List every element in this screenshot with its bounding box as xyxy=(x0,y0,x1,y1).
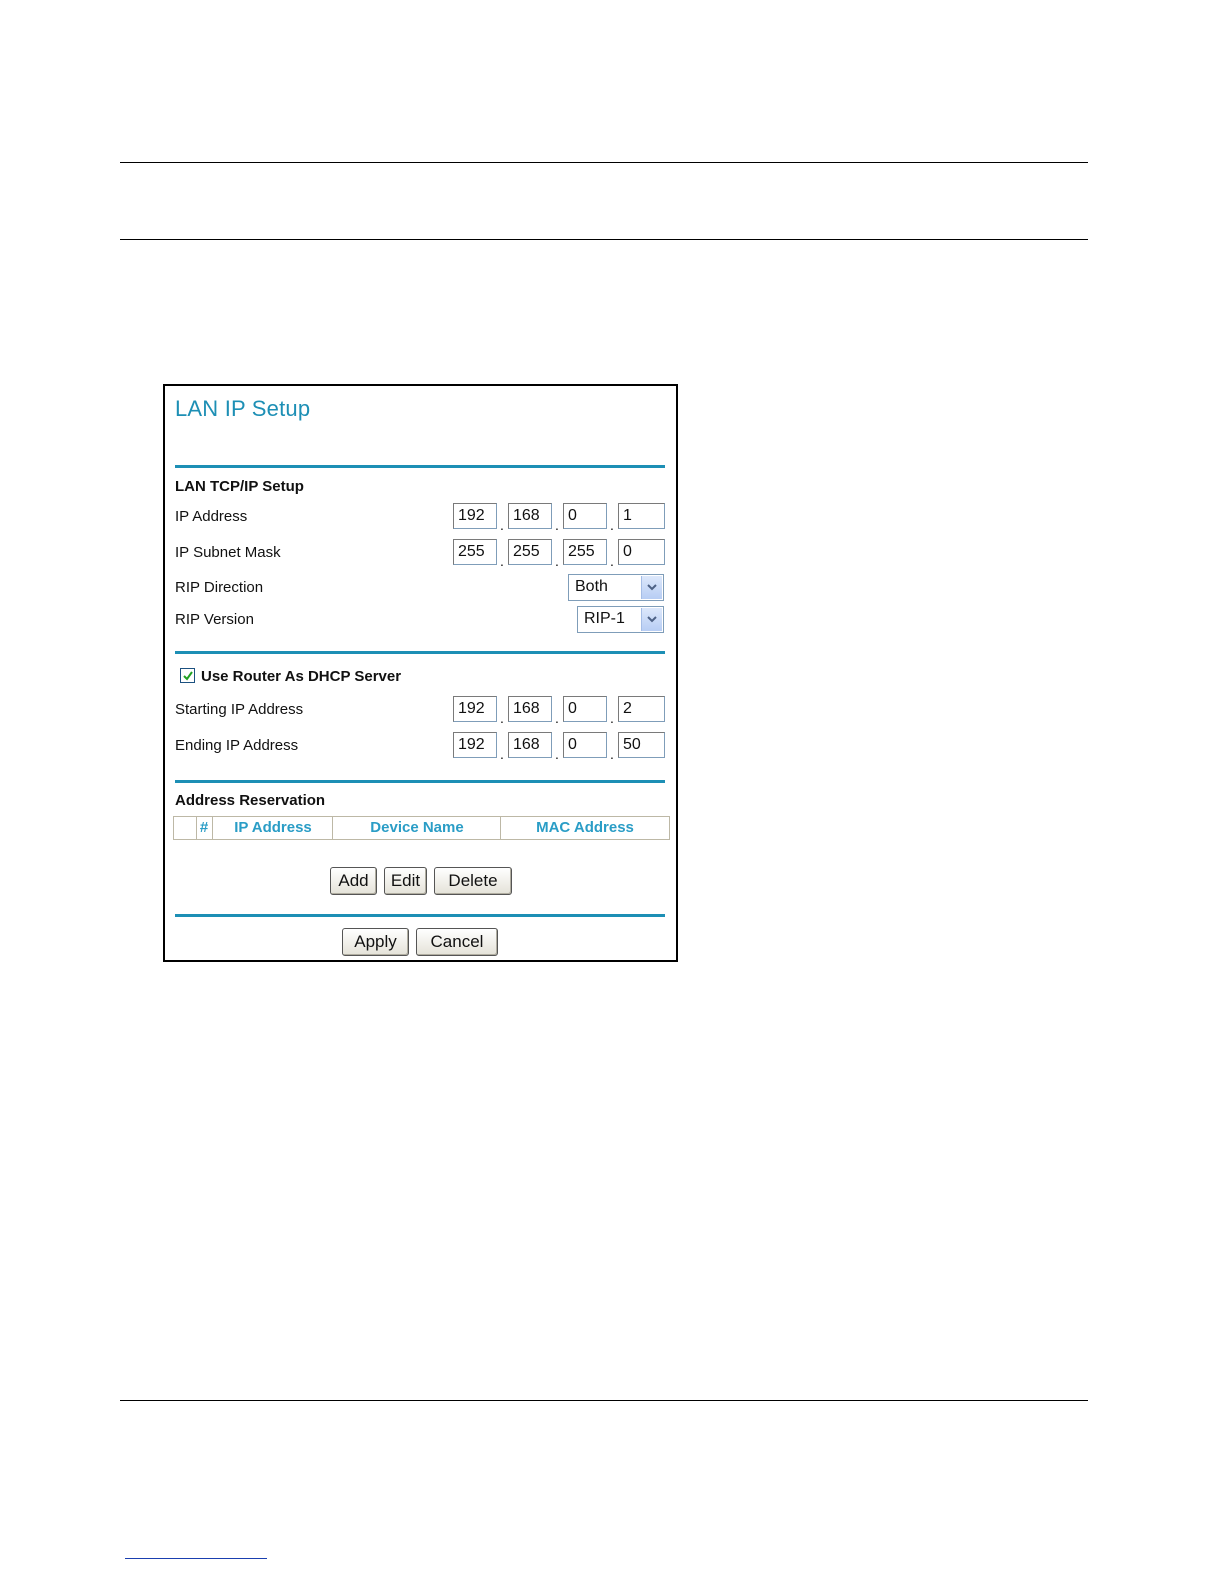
ending-ip-octet-3[interactable] xyxy=(563,732,607,758)
table-header-ip-address: IP Address xyxy=(234,819,312,836)
ip-address-octet-2[interactable] xyxy=(508,503,552,529)
dhcp-server-checkbox[interactable] xyxy=(180,668,195,683)
chevron-down-icon[interactable] xyxy=(641,608,662,631)
table-header-mac-address: MAC Address xyxy=(536,819,634,836)
page-title: LAN IP Setup xyxy=(175,396,311,421)
rip-version-select[interactable] xyxy=(577,606,664,633)
reservation-table xyxy=(173,816,670,840)
starting-ip-octet-3[interactable] xyxy=(563,696,607,722)
starting-ip-label: Starting IP Address xyxy=(175,701,304,718)
section-divider xyxy=(175,780,665,783)
table-select-column xyxy=(174,817,197,839)
subnet-mask-octet-4[interactable] xyxy=(618,539,665,565)
ending-ip-octet-2[interactable] xyxy=(508,732,552,758)
address-reservation-heading: Address Reservation xyxy=(175,792,326,809)
subnet-mask-octet-1[interactable] xyxy=(453,539,497,565)
octet-separator: . xyxy=(610,553,614,569)
ending-ip-octet-4[interactable] xyxy=(618,732,665,758)
octet-separator: . xyxy=(555,517,559,533)
apply-button[interactable]: Apply xyxy=(342,928,409,956)
ending-ip-field xyxy=(453,732,667,762)
ip-address-field xyxy=(453,503,667,533)
ip-address-octet-3[interactable] xyxy=(563,503,607,529)
rip-version-label: RIP Version xyxy=(175,611,254,628)
lan-tcpip-heading: LAN TCP/IP Setup xyxy=(175,478,304,495)
ip-address-label: IP Address xyxy=(175,508,248,525)
rip-direction-select[interactable] xyxy=(568,574,664,601)
header-rule-top xyxy=(120,162,1088,163)
subnet-mask-field xyxy=(453,539,667,569)
ending-ip-octet-1[interactable] xyxy=(453,732,497,758)
octet-separator: . xyxy=(610,746,614,762)
octet-separator: . xyxy=(500,553,504,569)
octet-separator: . xyxy=(555,553,559,569)
subnet-mask-label: IP Subnet Mask xyxy=(175,544,281,561)
delete-button[interactable]: Delete xyxy=(434,867,512,895)
add-button[interactable]: Add xyxy=(330,867,377,895)
ip-address-octet-4[interactable] xyxy=(618,503,665,529)
cancel-button[interactable]: Cancel xyxy=(416,928,498,956)
chevron-down-icon[interactable] xyxy=(641,576,662,599)
table-header-index: # xyxy=(199,819,209,836)
subnet-mask-octet-3[interactable] xyxy=(563,539,607,565)
octet-separator: . xyxy=(610,517,614,533)
rip-direction-label: RIP Direction xyxy=(175,579,264,596)
ending-ip-label: Ending IP Address xyxy=(175,737,299,754)
starting-ip-field xyxy=(453,696,667,726)
octet-separator: . xyxy=(500,517,504,533)
lan-ip-setup-panel xyxy=(163,384,678,962)
octet-separator: . xyxy=(500,746,504,762)
starting-ip-octet-4[interactable] xyxy=(618,696,665,722)
footer-link-underline xyxy=(125,1558,267,1559)
dhcp-server-label: Use Router As DHCP Server xyxy=(201,668,402,685)
section-divider xyxy=(175,465,665,468)
section-divider xyxy=(175,914,665,917)
edit-button[interactable]: Edit xyxy=(384,867,427,895)
rip-direction-value: Both xyxy=(575,578,608,595)
ip-address-octet-1[interactable] xyxy=(453,503,497,529)
section-divider xyxy=(175,651,665,654)
octet-separator: . xyxy=(610,710,614,726)
starting-ip-octet-2[interactable] xyxy=(508,696,552,722)
starting-ip-octet-1[interactable] xyxy=(453,696,497,722)
octet-separator: . xyxy=(555,710,559,726)
octet-separator: . xyxy=(500,710,504,726)
octet-separator: . xyxy=(555,746,559,762)
table-header-device-name: Device Name xyxy=(370,819,464,836)
footer-rule xyxy=(120,1400,1088,1401)
header-rule-bottom xyxy=(120,239,1088,240)
subnet-mask-octet-2[interactable] xyxy=(508,539,552,565)
rip-version-value: RIP-1 xyxy=(584,610,625,627)
